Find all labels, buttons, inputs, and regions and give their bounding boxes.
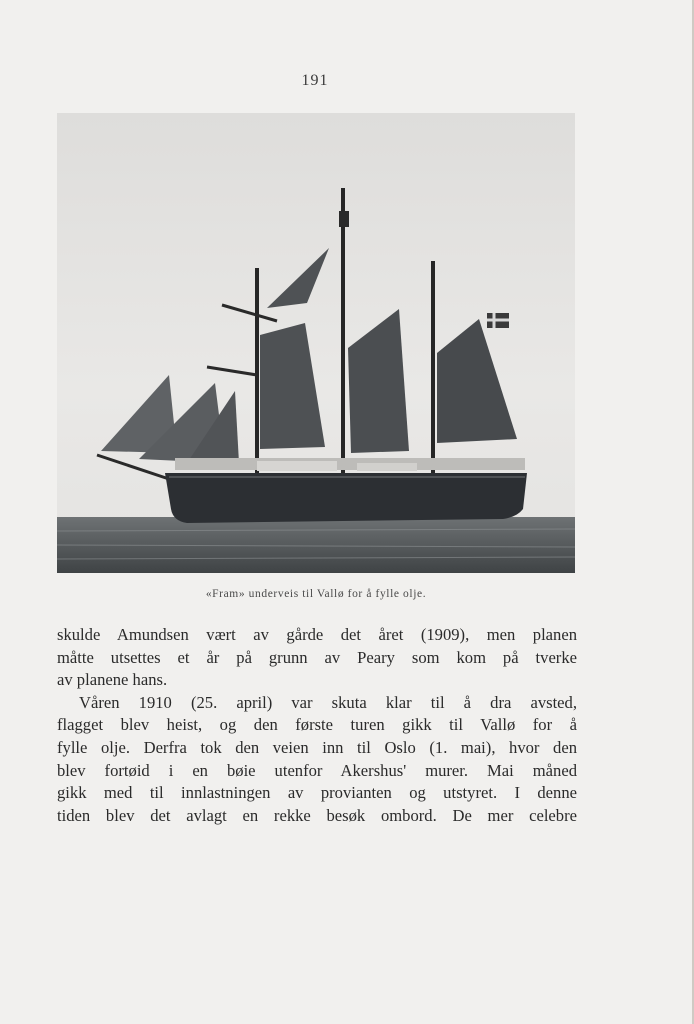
- text-line: flagget blev heist, og den første turen gikk til Vallø for å: [57, 715, 577, 735]
- ship-photograph: [57, 113, 575, 573]
- text-line: tiden blev det avlagt en rekke besøk ombord. De mer celebre: [57, 805, 577, 825]
- text-line: fylle olje. Derfra tok den veien inn til Oslo (1. mai), hvor den: [57, 737, 577, 757]
- page-number: 191: [301, 72, 329, 89]
- text-line: blev fortøid i en bøie utenfor Akershus' murer. Mai måned: [57, 760, 577, 780]
- text-line: Våren 1910 (25. april) var skuta klar til å dra avsted,: [79, 692, 577, 712]
- text-line: måtte utsettes et år på grunn av Peary som kom på tverke: [57, 647, 577, 667]
- text-line: av planene hans.: [57, 670, 168, 690]
- figure-caption: «Fram» underveis til Vallø for å fylle olje.: [205, 588, 427, 600]
- text-line: gikk med til innlastningen av provianten og utstyret. I denne: [57, 783, 577, 803]
- body-text: [57, 624, 577, 827]
- text-line: skulde Amundsen vært av gårde det året (1909), men planen: [57, 625, 577, 644]
